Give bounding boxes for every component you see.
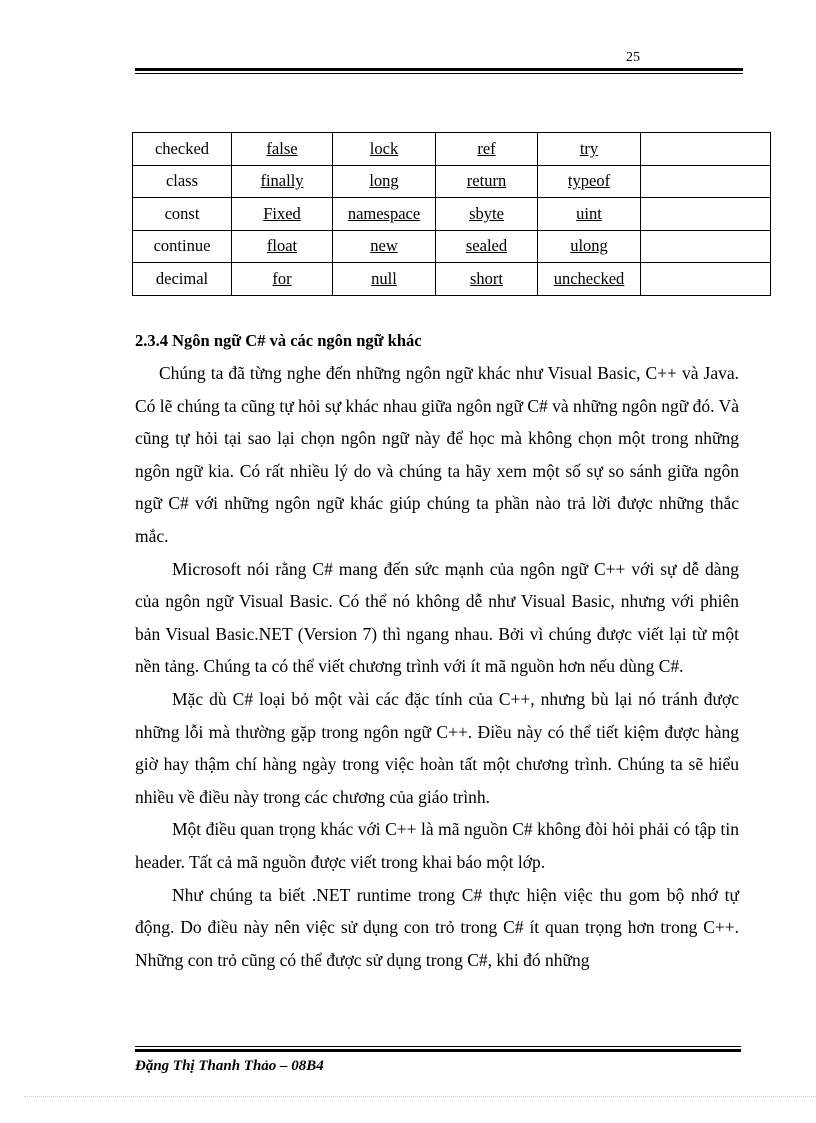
header-rule-thick bbox=[135, 68, 743, 71]
keyword-link-cell: Fixed bbox=[232, 198, 333, 231]
keyword-cell: continue bbox=[133, 230, 232, 263]
section-body bbox=[135, 357, 739, 976]
section-heading: 2.3.4 Ngôn ngữ C# và các ngôn ngữ khác bbox=[135, 331, 422, 350]
paragraph-3: Mặc dù C# loại bỏ một vài các đặc tính của C++, nhưng bù lại nó tránh được những lỗi mà thường gặp trong ngôn ngữ C++. Điều này có thể tiết kiệm được hàng giờ hay thậm chí hàng ngày trong việc hoàn tất một chương trình. Chúng ta sẽ hiểu nhiều về điều này trong các chương của giáo trình. bbox=[135, 688, 739, 807]
keyword-link-cell: sealed bbox=[436, 230, 538, 263]
footer-rule-thin bbox=[135, 1046, 741, 1047]
keyword-link-cell: short bbox=[436, 263, 538, 296]
keyword-table bbox=[132, 132, 771, 296]
keyword-link-cell: false bbox=[232, 133, 333, 166]
page-number: 25 bbox=[626, 50, 640, 65]
table-row bbox=[133, 230, 771, 263]
empty-cell bbox=[641, 133, 771, 166]
keyword-link-cell: ulong bbox=[538, 230, 641, 263]
keyword-link-cell: null bbox=[333, 263, 436, 296]
header-rule-thin bbox=[135, 73, 743, 74]
empty-cell bbox=[641, 230, 771, 263]
keyword-link-cell: typeof bbox=[538, 165, 641, 198]
keyword-cell: const bbox=[133, 198, 232, 231]
keyword-link-cell: lock bbox=[333, 133, 436, 166]
keyword-link-cell: finally bbox=[232, 165, 333, 198]
empty-cell bbox=[641, 263, 771, 296]
paragraph-4: Một điều quan trọng khác với C++ là mã nguồn C# không đòi hỏi phải có tập tin header. Tất cả mã nguồn được viết trong khai báo một lớp. bbox=[135, 819, 739, 872]
table-row bbox=[133, 263, 771, 296]
footer-rule-thick bbox=[135, 1049, 741, 1052]
keyword-link-cell: new bbox=[333, 230, 436, 263]
keyword-link-cell: uint bbox=[538, 198, 641, 231]
table-row bbox=[133, 133, 771, 166]
keyword-cell: class bbox=[133, 165, 232, 198]
keyword-link-cell: try bbox=[538, 133, 641, 166]
footer-author: Đặng Thị Thanh Thảo – 08B4 bbox=[135, 1058, 324, 1074]
empty-cell bbox=[641, 198, 771, 231]
keyword-cell: decimal bbox=[133, 263, 232, 296]
empty-cell bbox=[641, 165, 771, 198]
paragraph-2: Microsoft nói rằng C# mang đến sức mạnh của ngôn ngữ C++ với sự dễ dàng của ngôn ngữ Visual Basic. Có thể nó không dễ như Visual Basic, nhưng với phiên bản Visual Basic.NET (Version 7) thì ngang nhau. Bởi vì chúng được viết lại từ một nền tảng. Chúng ta có thể viết chương trình với ít mã nguồn hơn nếu dùng C#. bbox=[135, 558, 739, 677]
keyword-link-cell: sbyte bbox=[436, 198, 538, 231]
keyword-link-cell: long bbox=[333, 165, 436, 198]
page-edge bbox=[24, 1096, 816, 1097]
table-row bbox=[133, 198, 771, 231]
keyword-link-cell: return bbox=[436, 165, 538, 198]
table-row bbox=[133, 165, 771, 198]
paragraph-1: Chúng ta đã từng nghe đến những ngôn ngữ khác như Visual Basic, C++ và Java. Có lẽ chúng ta cũng tự hỏi sự khác nhau giữa ngôn ngữ C# và những ngôn ngữ đó. Và cũng tự hỏi tại sao lại chọn ngôn ngữ này để học mà không chọn một trong những ngôn ngữ kia. Có rất nhiều lý do và chúng ta hãy xem một số sự so sánh giữa ngôn ngữ C# với những ngôn ngữ khác giúp chúng ta phần nào trả lời được những thắc mắc. bbox=[135, 363, 739, 546]
paragraph-5: Như chúng ta biết .NET runtime trong C# thực hiện việc thu gom bộ nhớ tự động. Do điều này nên việc sử dụng con trỏ trong C# ít quan trọng hơn trong C++. Những con trỏ cũng có thể được sử dụng trong C#, khi đó những bbox=[135, 884, 739, 970]
keyword-link-cell: unchecked bbox=[538, 263, 641, 296]
keyword-link-cell: ref bbox=[436, 133, 538, 166]
keyword-cell: checked bbox=[133, 133, 232, 166]
keyword-link-cell: namespace bbox=[333, 198, 436, 231]
keyword-link-cell: for bbox=[232, 263, 333, 296]
keyword-link-cell: float bbox=[232, 230, 333, 263]
